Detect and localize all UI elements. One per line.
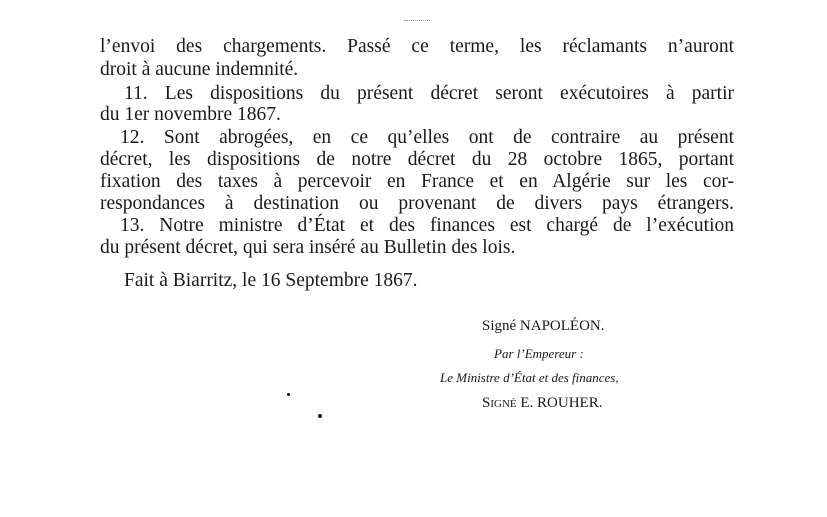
signature-par-empereur: Par l’Empereur : [494, 346, 584, 361]
text-line-5: 12. Sont abrogées, en ce qu’elles ont de contraire au présent [120, 127, 734, 148]
text-line-4: du 1er novembre 1867. [100, 104, 281, 125]
ink-speck [318, 414, 322, 418]
text-line-1: l’envoi des chargements. Passé ce terme, les réclamants n’auront [100, 36, 734, 57]
text-line-6: décret, les dispositions de notre décret du 28 octobre 1865, portant [100, 149, 734, 170]
text-line-10: du présent décret, qui sera inséré au Bulletin des lois. [100, 237, 516, 258]
page-top-mark [404, 20, 430, 23]
text-line-3: 11. Les dispositions du présent décret seront exécutoires à partir [124, 83, 734, 104]
date-line: Fait à Biarritz, le 16 Septembre 1867. [124, 270, 418, 291]
text-line-2: droit à aucune indemnité. [100, 59, 299, 80]
text-line-8: respondances à destination ou provenant de divers pays étrangers. [100, 193, 734, 214]
ink-speck [287, 393, 290, 396]
signature-napoleon: Signé NAPOLÉON. [482, 318, 605, 334]
text-line-9: 13. Notre ministre d’État et des finances est chargé de l’exécution [120, 215, 734, 236]
signature-ministre: Le Ministre d’État et des finances, [440, 370, 619, 385]
text-line-7: fixation des taxes à percevoir en France et en Algérie sur les cor- [100, 171, 734, 192]
signature-rouher: Signé E. ROUHER. [482, 395, 603, 411]
